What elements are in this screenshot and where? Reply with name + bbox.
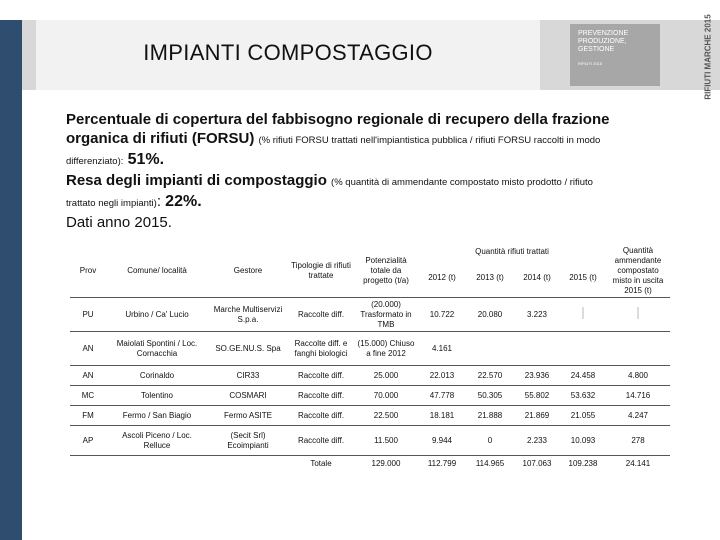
cell-potenzialita: (15.000) Chiuso a fine 2012 (354, 332, 418, 366)
col-header-2013: 2013 (t) (466, 259, 514, 298)
cell-tipologie: Raccolte diff. (288, 366, 354, 386)
col-header-2014: 2014 (t) (514, 259, 560, 298)
cell-prov: FM (70, 406, 106, 426)
cell-ammendante: 4.247 (606, 406, 670, 426)
cell-2012: 22.013 (418, 366, 466, 386)
totals-label: Totale (310, 458, 332, 468)
composting-table (70, 245, 670, 472)
intro-note: (% quantità di ammendante compostato misto prodotto / rifiuto (331, 177, 593, 188)
cell-ammendante (606, 332, 670, 366)
cell-tipologie: Raccolte diff. (288, 406, 354, 426)
intro-note: differenziato): (66, 156, 124, 167)
cell-2013: 20.080 (466, 298, 514, 332)
logo-line: PRODUZIONE, (578, 38, 627, 45)
intro-line: Percentuale di copertura del fabbisogno regionale di recupero della frazione (66, 111, 610, 128)
total-ammendante: 24.141 (625, 458, 651, 468)
cell-2015 (560, 298, 606, 332)
cell-comune: Tolentino (106, 386, 208, 406)
total-2012: 112.799 (427, 458, 457, 468)
logo-line: GESTIONE (578, 46, 615, 53)
cell-potenzialita: 11.500 (354, 426, 418, 456)
cell-2012: 47.778 (418, 386, 466, 406)
table-row (70, 298, 670, 332)
intro-line: Resa degli impianti di compostaggio (66, 172, 327, 189)
intro-line: organica di rifiuti (FORSU) (66, 130, 255, 147)
accent-stripe (0, 20, 22, 540)
cell-2013: 21.888 (466, 406, 514, 426)
cell-potenzialita: 70.000 (354, 386, 418, 406)
cell-gestore: Fermo ASITE (208, 406, 288, 426)
cell-2015: 21.055 (560, 406, 606, 426)
cell-2013: 0 (466, 426, 514, 456)
cell-comune: Corinaldo (106, 366, 208, 386)
table-row (70, 332, 670, 366)
empty-marker (582, 307, 584, 319)
cell-potenzialita: 22.500 (354, 406, 418, 426)
cell-gestore: Marche Multiservizi S.p.a. (208, 298, 288, 332)
cell-2015: 10.093 (560, 426, 606, 456)
cell-2014: 3.223 (514, 298, 560, 332)
totals-row (70, 456, 670, 472)
cell-2015: 53.632 (560, 386, 606, 406)
intro-year: Dati anno 2015. (66, 214, 172, 231)
cell-2015 (560, 332, 606, 366)
table-group-header-row (70, 245, 670, 259)
cell-2014: 21.869 (514, 406, 560, 426)
cell-ammendante (606, 298, 670, 332)
cell-comune: Fermo / San Biagio (106, 406, 208, 426)
cell-2012: 18.181 (418, 406, 466, 426)
cell-2013: 22.570 (466, 366, 514, 386)
cell-2012: 9.944 (418, 426, 466, 456)
cell-prov: PU (70, 298, 106, 332)
intro-note: trattato negli impianti) (66, 198, 157, 209)
col-header-gestore: Gestore (208, 245, 288, 298)
cell-gestore: (Secit Srl) Ecoimpianti (208, 426, 288, 456)
cell-2015: 24.458 (560, 366, 606, 386)
intro-text (66, 110, 696, 232)
cell-tipologie: Raccolte diff. e fanghi biologici (288, 332, 354, 366)
yield-value: 22%. (165, 193, 202, 210)
cell-tipologie: Raccolte diff. (288, 298, 354, 332)
page-title: IMPIANTI COMPOSTAGGIO (143, 40, 433, 65)
cell-tipologie: Raccolte diff. (288, 386, 354, 406)
cell-gestore: SO.GE.NU.S. Spa (208, 332, 288, 366)
coverage-value: 51%. (127, 151, 165, 168)
col-header-prov: Prov (70, 245, 106, 298)
cell-2012: 4.161 (418, 332, 466, 366)
cell-2012: 10.722 (418, 298, 466, 332)
cell-gestore: COSMARI (208, 386, 288, 406)
cell-2013 (466, 332, 514, 366)
cell-prov: AP (70, 426, 106, 456)
col-header-2012: 2012 (t) (418, 259, 466, 298)
table-row (70, 366, 670, 386)
cell-potenzialita: (20.000) Trasformato in TMB (354, 298, 418, 332)
cell-ammendante: 4.800 (606, 366, 670, 386)
table-row (70, 406, 670, 426)
cell-prov: AN (70, 366, 106, 386)
cell-2014: 55.802 (514, 386, 560, 406)
table-row (70, 426, 670, 456)
logo-line: PREVENZIONE (578, 30, 629, 37)
col-header-2015: 2015 (t) (560, 259, 606, 298)
logo-small-text: RIFIUTI 2015 (578, 61, 603, 66)
intro-colon: : (156, 193, 161, 210)
total-potenzialita: 129.000 (371, 458, 401, 468)
col-group-header: Quantità rifiuti trattati (475, 247, 549, 256)
cell-gestore: CIR33 (208, 366, 288, 386)
cell-comune: Maiolati Spontini / Loc. Cornacchia (106, 332, 208, 366)
vertical-label: RIFIUTI MARCHE 2015 (703, 14, 713, 100)
col-header-ammendante: Quantità ammendante compostato misto in uscita 2015 (t) (606, 245, 670, 298)
logo (570, 24, 660, 86)
cell-prov: MC (70, 386, 106, 406)
intro-note: (% rifiuti FORSU trattati nell'impiantistica pubblica / rifiuti FORSU raccolti in modo (258, 135, 601, 146)
cell-prov: AN (70, 332, 106, 366)
cell-2014 (514, 332, 560, 366)
total-2013: 114.965 (475, 458, 505, 468)
cell-comune: Urbino / Ca' Lucio (106, 298, 208, 332)
col-header-tipologie: Tipologie di rifiuti trattate (288, 245, 354, 298)
empty-marker (637, 307, 639, 319)
cell-potenzialita: 25.000 (354, 366, 418, 386)
cell-2013: 50.305 (466, 386, 514, 406)
cell-tipologie: Raccolte diff. (288, 426, 354, 456)
cell-ammendante: 278 (606, 426, 670, 456)
total-2014: 107.063 (522, 458, 552, 468)
total-2015: 109.238 (568, 458, 598, 468)
col-header-potenzialita: Potenzialità totale da progetto (t/a) (354, 245, 418, 298)
cell-ammendante: 14.716 (606, 386, 670, 406)
cell-2014: 23.936 (514, 366, 560, 386)
table-row (70, 386, 670, 406)
cell-comune: Ascoli Piceno / Loc. Relluce (106, 426, 208, 456)
cell-2014: 2.233 (514, 426, 560, 456)
col-header-comune: Comune/ località (106, 245, 208, 298)
